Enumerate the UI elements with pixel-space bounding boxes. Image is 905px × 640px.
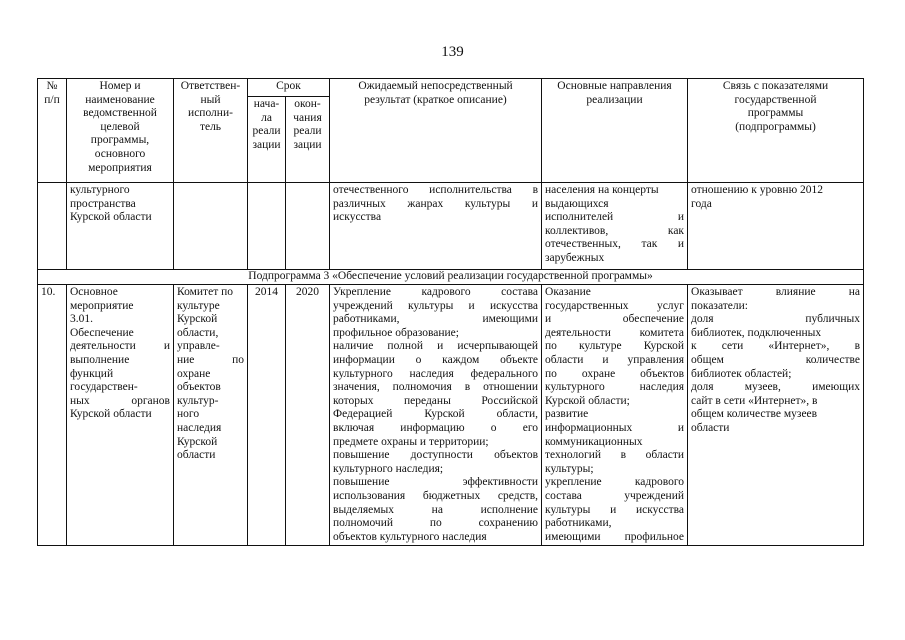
header-link-line: Связь с показателями: [722, 80, 829, 92]
row10-result-line: предмете охраны и территории;: [333, 435, 489, 448]
row10-result-line: которых переданы Российской: [333, 394, 539, 407]
row10-link-line: общем количестве: [691, 353, 861, 366]
row10-name-line: 3.01.: [70, 313, 93, 326]
row10-result-line: работниками, имеющими: [333, 313, 539, 326]
header-name-line: ведомственной: [83, 107, 157, 120]
row10-directions-line: информационных и: [545, 421, 685, 434]
table-row: [38, 183, 864, 270]
cont-directions-line: зарубежных: [545, 251, 605, 264]
cont-start-cell: [248, 183, 286, 270]
subprogram-row: [38, 270, 864, 285]
row10-directions-line: работниками,: [545, 517, 612, 530]
row10-link-cell: [688, 285, 864, 546]
header-name-line: целевой: [100, 120, 140, 133]
row10-result-line: повышение эффективности: [333, 476, 539, 489]
row10-responsible-cell: [174, 285, 248, 546]
row10-link-line: сайт в сети «Интернет», в: [691, 394, 818, 407]
header-result: [330, 79, 542, 183]
row10-directions-line: состава учреждений: [545, 489, 685, 502]
row10-link-line: доля музеев, имеющих: [691, 381, 861, 394]
row10-link-line: доля публичных: [691, 313, 861, 326]
cont-link-line: отношению к уровню 2012: [691, 184, 824, 196]
row10-directions-line: коммуникационных: [545, 435, 643, 448]
row10-result-line: Федерацией Курской области,: [333, 408, 539, 421]
cont-result-cell: [330, 183, 542, 270]
cont-responsible-cell: [174, 183, 248, 270]
page-number: 139: [441, 44, 464, 60]
header-link-line: (подпрограммы): [735, 120, 816, 133]
header-name-line: Номер и: [99, 80, 141, 92]
row10-name-line: мероприятие: [70, 299, 134, 312]
row10-name-line: деятельности и: [70, 340, 170, 353]
row10-link-line: общем количестве музеев: [691, 408, 818, 421]
cont-name-line: культурного: [70, 184, 130, 196]
cont-link-cell: [688, 183, 864, 270]
cont-name-line: Курской области: [70, 211, 152, 224]
row10-responsible-line: ного: [177, 408, 200, 421]
header-num-line: п/п: [44, 93, 60, 106]
row10-responsible-line: охране: [177, 367, 211, 380]
row10-result-line: выделяемых на исполнение: [333, 503, 539, 516]
row10-name-line: Курской области: [70, 408, 152, 421]
header-responsible-line: Ответствен-: [180, 80, 241, 92]
cont-directions-line: населения на концерты: [545, 184, 659, 196]
row10-directions-line: технологий в области: [545, 449, 685, 462]
header-end-line: зации: [293, 138, 322, 151]
header-start-line: зации: [252, 138, 281, 151]
cont-link-line: года: [691, 197, 712, 210]
header-name-line: наименование: [85, 93, 155, 106]
subprogram-title: Подпрограмма 3 «Обеспечение условий реализации государственной программы»: [38, 270, 864, 285]
program-table: [37, 78, 864, 546]
row10-directions-line: Оказание: [545, 286, 591, 298]
cont-directions-line: выдающихся: [545, 197, 609, 210]
row10-directions-line: по культуре Курской: [545, 340, 685, 353]
row10-result-line: наличие полной и исчерпывающей: [333, 340, 539, 353]
row10-directions-line: культуры и искусства: [545, 503, 685, 516]
header-directions-line: реализации: [586, 93, 643, 106]
cont-result-line: различных жанрах культуры и: [333, 197, 539, 210]
row10-responsible-line: культур-: [177, 394, 219, 407]
header-responsible-line: тель: [199, 120, 222, 133]
header-name-line: мероприятия: [88, 161, 152, 174]
cont-directions-line: исполнителей и: [545, 211, 685, 224]
header-directions: [542, 79, 688, 183]
header-end-line: реали: [293, 125, 322, 138]
header-directions-line: Основные направления: [557, 80, 672, 92]
row10-name-cell: [67, 285, 174, 546]
row10-name-line: выполнение: [70, 353, 130, 366]
row10-directions-line: по охране объектов: [545, 367, 685, 380]
row10-result-line: профильное образование;: [333, 326, 459, 339]
header-start: [248, 97, 286, 183]
header-end-line: окон-: [294, 98, 321, 110]
row10-result-line: Укрепление кадрового состава: [333, 286, 539, 298]
cont-name-line: пространства: [70, 197, 136, 210]
row10-directions-line: государственных услуг: [545, 299, 685, 312]
row10-link-line: показатели:: [691, 299, 749, 312]
header-term: Срок: [248, 79, 330, 97]
row10-directions-line: развитие: [545, 408, 589, 421]
row10-responsible-line: культуре: [177, 299, 220, 312]
header-num-line: №: [46, 80, 58, 92]
table-row: [38, 285, 864, 546]
row10-name-line: Обеспечение: [70, 326, 134, 339]
row10-result-line: полномочий по сохранению: [333, 517, 539, 530]
row10-result-line: культурного наследия;: [333, 462, 444, 475]
row10-result-line: использования бюджетных средств,: [333, 489, 539, 502]
header-result-line: Ожидаемый непосредственный: [358, 80, 513, 92]
cont-result-line: искусства: [333, 211, 382, 224]
row10-directions-line: культуры;: [545, 462, 594, 475]
cont-num-cell: [38, 183, 67, 270]
header-row-1: [38, 79, 864, 97]
cont-directions-line: отечественных, так и: [545, 238, 685, 251]
header-name-line: основного: [94, 147, 146, 160]
row10-result-line: объектов культурного наследия: [333, 530, 487, 543]
header-name-line: программы,: [90, 134, 150, 147]
row10-responsible-line: ние по: [177, 353, 244, 366]
header-name: [67, 79, 174, 183]
cont-name-cell: [67, 183, 174, 270]
row10-responsible-line: Курской: [177, 313, 218, 326]
row10-directions-line: Курской области;: [545, 394, 630, 407]
row10-num: 10.: [38, 285, 67, 546]
header-link-line: программы: [747, 107, 804, 120]
row10-responsible-line: наследия: [177, 421, 222, 434]
cont-result-line: отечественного исполнительства в: [333, 184, 539, 196]
header-start-line: нача-: [253, 98, 280, 110]
row10-responsible-line: области: [177, 449, 216, 462]
row10-responsible-line: Комитет по: [177, 286, 233, 298]
row10-responsible-line: управле-: [177, 340, 220, 353]
header-link-line: государственной: [734, 93, 817, 106]
cont-directions-line: коллективов, как: [545, 224, 685, 237]
row10-link-line: к сети «Интернет», в: [691, 340, 861, 353]
row10-link-line: библиотек, подключенных: [691, 326, 822, 339]
header-end: [286, 97, 330, 183]
row10-result-line: включая информацию о его: [333, 421, 539, 434]
row10-name-line: функций: [70, 367, 114, 380]
cont-directions-cell: [542, 183, 688, 270]
row10-responsible-line: Курской: [177, 435, 218, 448]
row10-result-line: культурного наследия федерального: [333, 367, 539, 380]
row10-directions-line: и обеспечение: [545, 313, 685, 326]
row10-result-line: повышение доступности объектов: [333, 449, 539, 462]
header-responsible: [174, 79, 248, 183]
row10-directions-line: имеющими профильное: [545, 530, 685, 543]
row10-end: 2020: [286, 285, 330, 546]
header-start-line: ла: [261, 111, 272, 124]
row10-link-line: области: [691, 421, 730, 434]
row10-result-line: учреждений культуры и искусства: [333, 299, 539, 312]
header-end-line: чания: [293, 111, 322, 124]
header-responsible-line: ный: [200, 93, 221, 106]
row10-result-line: информации о каждом объекте: [333, 353, 539, 366]
row10-responsible-line: объектов: [177, 381, 221, 394]
header-result-line: результат (краткое описание): [364, 93, 507, 106]
row10-directions-line: области и управления: [545, 353, 685, 366]
row10-responsible-line: области,: [177, 326, 219, 339]
row10-directions-cell: [542, 285, 688, 546]
row10-start: 2014: [248, 285, 286, 546]
row10-link-line: Оказывает влияние на: [691, 286, 861, 298]
header-start-line: реали: [252, 125, 281, 138]
row10-name-line: ных органов: [70, 394, 170, 407]
cont-end-cell: [286, 183, 330, 270]
row10-name-line: государствен-: [70, 381, 138, 394]
row10-directions-line: деятельности комитета: [545, 326, 685, 339]
row10-directions-line: культурного наследия: [545, 381, 685, 394]
header-responsible-line: исполни-: [188, 107, 233, 120]
row10-link-line: библиотек областей;: [691, 367, 792, 380]
row10-directions-line: укрепление кадрового: [545, 476, 685, 489]
header-link: [688, 79, 864, 183]
header-num: [38, 79, 67, 183]
row10-name-line: Основное: [70, 286, 118, 298]
row10-result-line: значения, полномочия в отношении: [333, 381, 539, 394]
row10-result-cell: [330, 285, 542, 546]
